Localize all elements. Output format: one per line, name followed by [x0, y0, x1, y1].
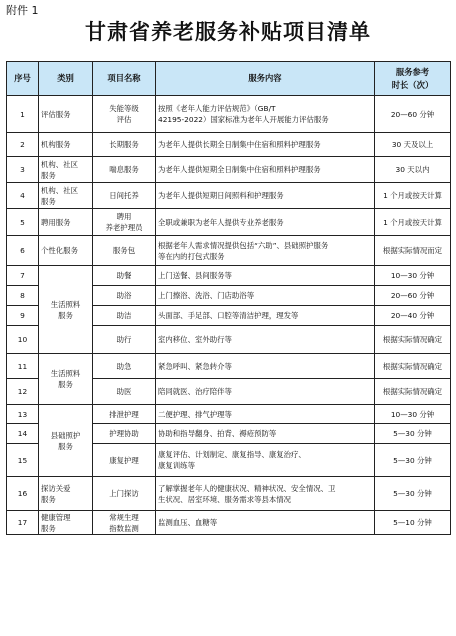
row-number: 5 — [7, 209, 39, 236]
row-item: 喘息服务 — [93, 157, 156, 183]
row-item: 护理协助 — [93, 424, 156, 444]
row-duration: 根据实际情况而定 — [375, 236, 451, 266]
table-row — [7, 354, 451, 379]
row-content: 监测血压、血糖等 — [156, 511, 375, 535]
row-duration: 10—30 分钟 — [375, 266, 451, 286]
row-item: 助行 — [93, 326, 156, 354]
row-content: 为老年人提供长期全日制集中住宿和照料护理服务 — [156, 133, 375, 157]
table-row — [7, 209, 451, 236]
row-item: 日间托养 — [93, 183, 156, 209]
row-item: 失能等级 评估 — [93, 96, 156, 133]
table-row — [7, 157, 451, 183]
row-number: 14 — [7, 424, 39, 444]
table-row — [7, 133, 451, 157]
row-number: 13 — [7, 405, 39, 424]
row-content: 为老年人提供短期全日制集中住宿和照料护理服务 — [156, 157, 375, 183]
row-content: 为老年人提供短期日间照料和护理服务 — [156, 183, 375, 209]
row-duration: 30 天及以上 — [375, 133, 451, 157]
row-duration: 5—30 分钟 — [375, 477, 451, 511]
row-content: 按照《老年人能力评估规范》（GB/T 42195-2022）国家标准为老年人开展能力评估服务 — [156, 96, 375, 133]
row-item: 常规生理 指数监测 — [93, 511, 156, 535]
row-content: 陪同就医、治疗陪伴等 — [156, 379, 375, 405]
row-duration: 5—30 分钟 — [375, 444, 451, 477]
row-number: 6 — [7, 236, 39, 266]
row-content: 根据老年人需求情况提供包括“六助”、县础照护服务 等在内的打包式服务 — [156, 236, 375, 266]
row-item: 助急 — [93, 354, 156, 379]
row-item: 康复护理 — [93, 444, 156, 477]
table-row — [7, 236, 451, 266]
row-number: 15 — [7, 444, 39, 477]
row-category: 健康管理 服务 — [39, 511, 93, 535]
row-content: 紧急呼叫、紧急转介等 — [156, 354, 375, 379]
row-category: 评估服务 — [39, 96, 93, 133]
row-number: 8 — [7, 286, 39, 306]
row-category: 机构服务 — [39, 133, 93, 157]
row-content: 头面部、手足部、口腔等清洁护理，理发等 — [156, 306, 375, 326]
attachment-label: 附件 1 — [6, 4, 39, 17]
table-header-row — [7, 62, 451, 96]
row-duration: 5—10 分钟 — [375, 511, 451, 535]
table-row — [7, 183, 451, 209]
row-item: 聘用 养老护理员 — [93, 209, 156, 236]
row-category: 生活照料 服务 — [39, 354, 93, 405]
row-duration: 10—30 分钟 — [375, 405, 451, 424]
row-number: 2 — [7, 133, 39, 157]
row-category: 聘用服务 — [39, 209, 93, 236]
row-duration: 5—30 分钟 — [375, 424, 451, 444]
table-row — [7, 266, 451, 286]
row-item: 服务包 — [93, 236, 156, 266]
row-duration: 根据实际情况确定 — [375, 379, 451, 405]
header-category: 类别 — [39, 62, 93, 96]
row-item: 上门探访 — [93, 477, 156, 511]
row-category: 探访关爱 服务 — [39, 477, 93, 511]
row-content: 全职或兼职为老年人提供专业养老服务 — [156, 209, 375, 236]
row-category: 生活照料 服务 — [39, 266, 93, 354]
row-number: 11 — [7, 354, 39, 379]
row-category: 机构、社区 服务 — [39, 183, 93, 209]
row-content: 了解掌握老年人的健康状况、精神状况、安全情况、卫 生状况、居室环境、服务需求等县本情况 — [156, 477, 375, 511]
header-item: 项目名称 — [93, 62, 156, 96]
row-category: 县础照护 服务 — [39, 405, 93, 477]
row-duration: 1 个月或按天计算 — [375, 183, 451, 209]
header-no: 序号 — [7, 62, 39, 96]
row-content: 上门送餐、县间服务等 — [156, 266, 375, 286]
row-category: 机构、社区 服务 — [39, 157, 93, 183]
row-number: 4 — [7, 183, 39, 209]
row-number: 17 — [7, 511, 39, 535]
table-row — [7, 511, 451, 535]
row-duration: 1 个月或按天计算 — [375, 209, 451, 236]
row-number: 16 — [7, 477, 39, 511]
row-number: 1 — [7, 96, 39, 133]
row-number: 9 — [7, 306, 39, 326]
row-category: 个性化服务 — [39, 236, 93, 266]
row-content: 协助和指导翻身、拍背、褥疮预防等 — [156, 424, 375, 444]
header-content: 服务内容 — [156, 62, 375, 96]
row-content: 上门擦浴、洗浴、门店助浴等 — [156, 286, 375, 306]
row-number: 3 — [7, 157, 39, 183]
row-duration: 根据实际情况确定 — [375, 354, 451, 379]
row-number: 10 — [7, 326, 39, 354]
row-content: 康复评估、计划制定、康复指导、康复治疗、 康复训练等 — [156, 444, 375, 477]
row-duration: 30 天以内 — [375, 157, 451, 183]
row-duration: 20—40 分钟 — [375, 306, 451, 326]
table-row — [7, 96, 451, 133]
row-number: 7 — [7, 266, 39, 286]
table-row — [7, 405, 451, 424]
table-row — [7, 477, 451, 511]
row-item: 助餐 — [93, 266, 156, 286]
row-item: 助浴 — [93, 286, 156, 306]
row-duration: 根据实际情况确定 — [375, 326, 451, 354]
row-item: 排泄护理 — [93, 405, 156, 424]
subsidy-table — [6, 61, 451, 535]
row-content: 二便护理、排气护理等 — [156, 405, 375, 424]
row-duration: 20—60 分钟 — [375, 96, 451, 133]
header-duration: 服务参考 时长（次） — [375, 62, 451, 96]
row-content: 室内移位、室外助行等 — [156, 326, 375, 354]
page-title: 甘肃省养老服务补贴项目清单 — [85, 19, 371, 44]
row-number: 12 — [7, 379, 39, 405]
row-item: 助洁 — [93, 306, 156, 326]
row-item: 长期服务 — [93, 133, 156, 157]
row-duration: 20—60 分钟 — [375, 286, 451, 306]
row-item: 助医 — [93, 379, 156, 405]
